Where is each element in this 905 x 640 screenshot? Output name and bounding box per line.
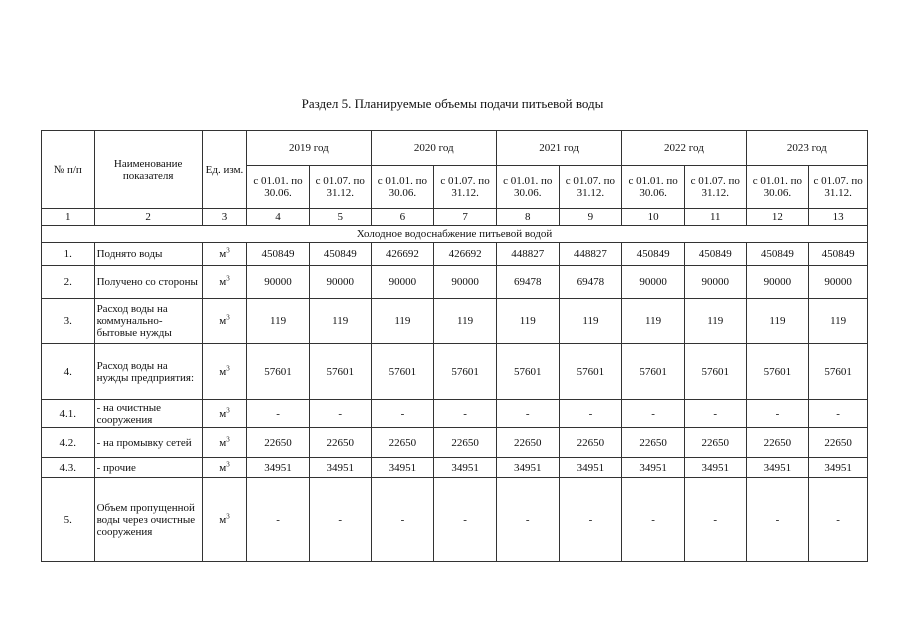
value-cell: - xyxy=(309,400,371,428)
row-name: Получено со стороны xyxy=(94,266,202,299)
value-cell: 34951 xyxy=(371,458,434,478)
header-half2: с 01.07. по 31.12. xyxy=(559,166,622,209)
value-cell: 448827 xyxy=(496,243,559,266)
value-cell: 22650 xyxy=(434,428,497,458)
value-cell: 426692 xyxy=(434,243,497,266)
header-year: 2019 год xyxy=(247,131,371,166)
index-cell: 10 xyxy=(622,209,685,226)
row-name: Поднято воды xyxy=(94,243,202,266)
header-half2: с 01.07. по 31.12. xyxy=(809,166,868,209)
value-cell: - xyxy=(434,400,497,428)
value-cell: - xyxy=(622,478,685,562)
value-cell: 22650 xyxy=(496,428,559,458)
page-title: Раздел 5. Планируемые объемы подачи питьевой воды xyxy=(301,96,604,111)
row-unit xyxy=(202,478,246,562)
value-cell: 34951 xyxy=(496,458,559,478)
row-unit xyxy=(202,344,246,400)
value-cell: 450849 xyxy=(809,243,868,266)
value-cell: 57601 xyxy=(809,344,868,400)
value-cell: - xyxy=(247,400,310,428)
row-number: 5. xyxy=(42,478,95,562)
index-cell: 5 xyxy=(309,209,371,226)
header-half2: с 01.07. по 31.12. xyxy=(309,166,371,209)
value-cell: 90000 xyxy=(746,266,809,299)
unit-exponent: 3 xyxy=(226,405,230,414)
row-name: - на очистные сооружения xyxy=(94,400,202,428)
row-number: 4.3. xyxy=(42,458,95,478)
value-cell: 90000 xyxy=(434,266,497,299)
value-cell: 57601 xyxy=(434,344,497,400)
unit-base: м xyxy=(219,461,227,474)
header-num: № п/п xyxy=(42,131,95,209)
row-unit xyxy=(202,458,246,478)
value-cell: 450849 xyxy=(247,243,310,266)
value-cell: 119 xyxy=(247,299,310,344)
row-name: Объем пропущенной воды через очистные сооружения xyxy=(94,478,202,562)
value-cell: 22650 xyxy=(309,428,371,458)
value-cell: 90000 xyxy=(809,266,868,299)
value-cell: 119 xyxy=(746,299,809,344)
index-cell: 11 xyxy=(684,209,746,226)
row-name: - прочие xyxy=(94,458,202,478)
row-number: 3. xyxy=(42,299,95,344)
value-cell: 22650 xyxy=(371,428,434,458)
header-half1: с 01.01. по 30.06. xyxy=(371,166,434,209)
index-cell: 6 xyxy=(371,209,434,226)
unit-base: м xyxy=(219,436,227,449)
value-cell: - xyxy=(434,478,497,562)
index-cell: 13 xyxy=(809,209,868,226)
value-cell: 57601 xyxy=(622,344,685,400)
unit-base: м xyxy=(219,248,227,260)
value-cell: 22650 xyxy=(684,428,746,458)
value-cell: - xyxy=(684,478,746,562)
index-cell: 7 xyxy=(434,209,497,226)
row-number: 4. xyxy=(42,344,95,400)
value-cell: 450849 xyxy=(622,243,685,266)
value-cell: 57601 xyxy=(371,344,434,400)
table-row xyxy=(42,428,868,458)
value-cell: - xyxy=(371,478,434,562)
value-cell: 90000 xyxy=(684,266,746,299)
value-cell: - xyxy=(746,400,809,428)
value-cell: 426692 xyxy=(371,243,434,266)
value-cell: 119 xyxy=(371,299,434,344)
unit-base: м xyxy=(219,276,227,288)
row-unit xyxy=(202,400,246,428)
row-name: - на промывку сетей xyxy=(94,428,202,458)
index-cell: 12 xyxy=(746,209,809,226)
value-cell: 22650 xyxy=(559,428,622,458)
header-half1: с 01.01. по 30.06. xyxy=(622,166,685,209)
value-cell: 119 xyxy=(559,299,622,344)
header-unit: Ед. изм. xyxy=(202,131,246,209)
table-row xyxy=(42,299,868,344)
value-cell: 34951 xyxy=(434,458,497,478)
value-cell: - xyxy=(559,478,622,562)
value-cell: 34951 xyxy=(809,458,868,478)
header-year: 2023 год xyxy=(746,131,867,166)
value-cell: 90000 xyxy=(247,266,310,299)
value-cell: 448827 xyxy=(559,243,622,266)
value-cell: 57601 xyxy=(496,344,559,400)
row-number: 1. xyxy=(42,243,95,266)
index-cell: 8 xyxy=(496,209,559,226)
unit-exponent: 3 xyxy=(226,313,230,322)
value-cell: 22650 xyxy=(622,428,685,458)
value-cell: 119 xyxy=(434,299,497,344)
value-cell: 119 xyxy=(684,299,746,344)
table-row xyxy=(42,458,868,478)
row-unit xyxy=(202,243,246,266)
index-cell: 3 xyxy=(202,209,246,226)
value-cell: 119 xyxy=(622,299,685,344)
value-cell: 90000 xyxy=(622,266,685,299)
index-cell: 4 xyxy=(247,209,310,226)
unit-exponent: 3 xyxy=(226,274,230,283)
table-row xyxy=(42,344,868,400)
header-half1: с 01.01. по 30.06. xyxy=(496,166,559,209)
header-year: 2021 год xyxy=(496,131,621,166)
value-cell: - xyxy=(622,400,685,428)
unit-base: м xyxy=(219,407,227,420)
value-cell: 119 xyxy=(809,299,868,344)
value-cell: - xyxy=(309,478,371,562)
value-cell: 90000 xyxy=(371,266,434,299)
value-cell: 450849 xyxy=(684,243,746,266)
table-row xyxy=(42,266,868,299)
unit-exponent: 3 xyxy=(226,459,230,468)
value-cell: - xyxy=(559,400,622,428)
value-cell: 119 xyxy=(309,299,371,344)
value-cell: 34951 xyxy=(622,458,685,478)
value-cell: - xyxy=(496,400,559,428)
value-cell: 34951 xyxy=(559,458,622,478)
value-cell: 57601 xyxy=(247,344,310,400)
value-cell: 34951 xyxy=(684,458,746,478)
value-cell: 22650 xyxy=(809,428,868,458)
header-year: 2022 год xyxy=(622,131,746,166)
index-cell: 2 xyxy=(94,209,202,226)
header-half2: с 01.07. по 31.12. xyxy=(434,166,497,209)
value-cell: 69478 xyxy=(559,266,622,299)
header-name: Наименование показателя xyxy=(94,131,202,209)
value-cell: 34951 xyxy=(746,458,809,478)
row-unit xyxy=(202,266,246,299)
row-name: Расход воды на коммунально-бытовые нужды xyxy=(94,299,202,344)
value-cell: 450849 xyxy=(309,243,371,266)
unit-exponent: 3 xyxy=(226,246,230,255)
table-row xyxy=(42,400,868,428)
value-cell: 57601 xyxy=(746,344,809,400)
row-number: 4.2. xyxy=(42,428,95,458)
value-cell: 57601 xyxy=(559,344,622,400)
table-row xyxy=(42,243,868,266)
header-half2: с 01.07. по 31.12. xyxy=(684,166,746,209)
value-cell: 57601 xyxy=(684,344,746,400)
value-cell: 69478 xyxy=(496,266,559,299)
unit-base: м xyxy=(219,513,227,526)
row-unit xyxy=(202,428,246,458)
value-cell: - xyxy=(684,400,746,428)
value-cell: - xyxy=(809,400,868,428)
header-half1: с 01.01. по 30.06. xyxy=(746,166,809,209)
header-year: 2020 год xyxy=(371,131,496,166)
unit-base: м xyxy=(219,365,227,378)
value-cell: 450849 xyxy=(746,243,809,266)
row-unit xyxy=(202,299,246,344)
value-cell: 119 xyxy=(496,299,559,344)
value-cell: 57601 xyxy=(309,344,371,400)
value-cell: - xyxy=(746,478,809,562)
row-name: Расход воды на нужды предприятия: xyxy=(94,344,202,400)
water-supply-table xyxy=(41,130,868,562)
value-cell: - xyxy=(247,478,310,562)
value-cell: 34951 xyxy=(309,458,371,478)
value-cell: 34951 xyxy=(247,458,310,478)
unit-exponent: 3 xyxy=(226,511,230,520)
unit-exponent: 3 xyxy=(226,363,230,372)
value-cell: 22650 xyxy=(247,428,310,458)
row-number: 2. xyxy=(42,266,95,299)
index-cell: 1 xyxy=(42,209,95,226)
section-title: Холодное водоснабжение питьевой водой xyxy=(42,226,868,243)
index-cell: 9 xyxy=(559,209,622,226)
value-cell: - xyxy=(496,478,559,562)
value-cell: 90000 xyxy=(309,266,371,299)
header-half1: с 01.01. по 30.06. xyxy=(247,166,310,209)
row-number: 4.1. xyxy=(42,400,95,428)
value-cell: 22650 xyxy=(746,428,809,458)
table-row xyxy=(42,478,868,562)
unit-base: м xyxy=(219,315,227,327)
unit-exponent: 3 xyxy=(226,434,230,443)
value-cell: - xyxy=(809,478,868,562)
value-cell: - xyxy=(371,400,434,428)
